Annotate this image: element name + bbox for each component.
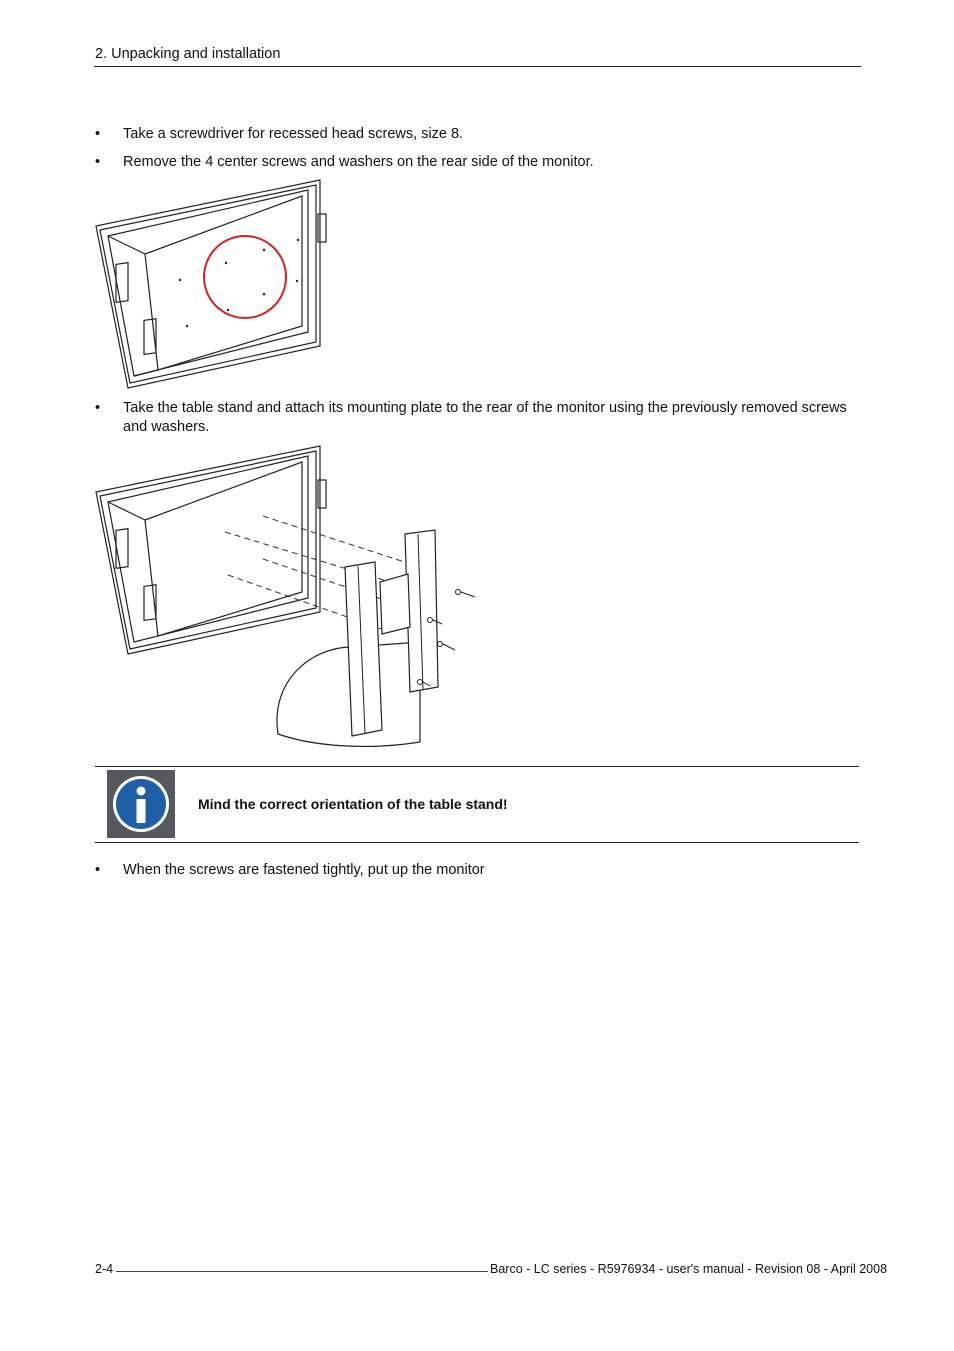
bullet-text: Take the table stand and attach its mounting plate to the rear of the monitor using the previously removed screws and washers. [123,400,847,435]
info-icon [107,770,175,838]
highlight-circle [204,236,286,318]
note-top-divider [95,766,859,767]
bullet-dot: • [95,154,101,170]
note-bottom-divider [95,842,859,843]
stand-attachment-illustration [90,442,490,754]
bullet-text: Take a screwdriver for recessed head screws, size 8. [123,126,464,142]
header-divider [94,66,861,67]
note-text: Mind the correct orientation of the table stand! [198,796,508,812]
page-number: 2-4 [95,1262,114,1276]
bullet-text: When the screws are fastened tightly, put up the monitor [123,862,485,878]
bullet-dot: • [95,126,101,142]
bullet-dot: • [95,862,101,878]
monitor-rear-illustration [90,176,340,394]
bullet-item [95,861,855,880]
document-info: Barco - LC series - R5976934 - user's manual - Revision 08 - April 2008 [490,1262,888,1276]
section-title: 2. Unpacking and installation [95,46,281,62]
bullet-item [95,125,855,144]
bullet-item [95,399,855,437]
bullet-item [95,153,855,172]
bullet-dot: • [95,400,101,416]
footer-divider [116,1271,488,1272]
bullet-text: Remove the 4 center screws and washers on the rear side of the monitor. [123,154,594,170]
